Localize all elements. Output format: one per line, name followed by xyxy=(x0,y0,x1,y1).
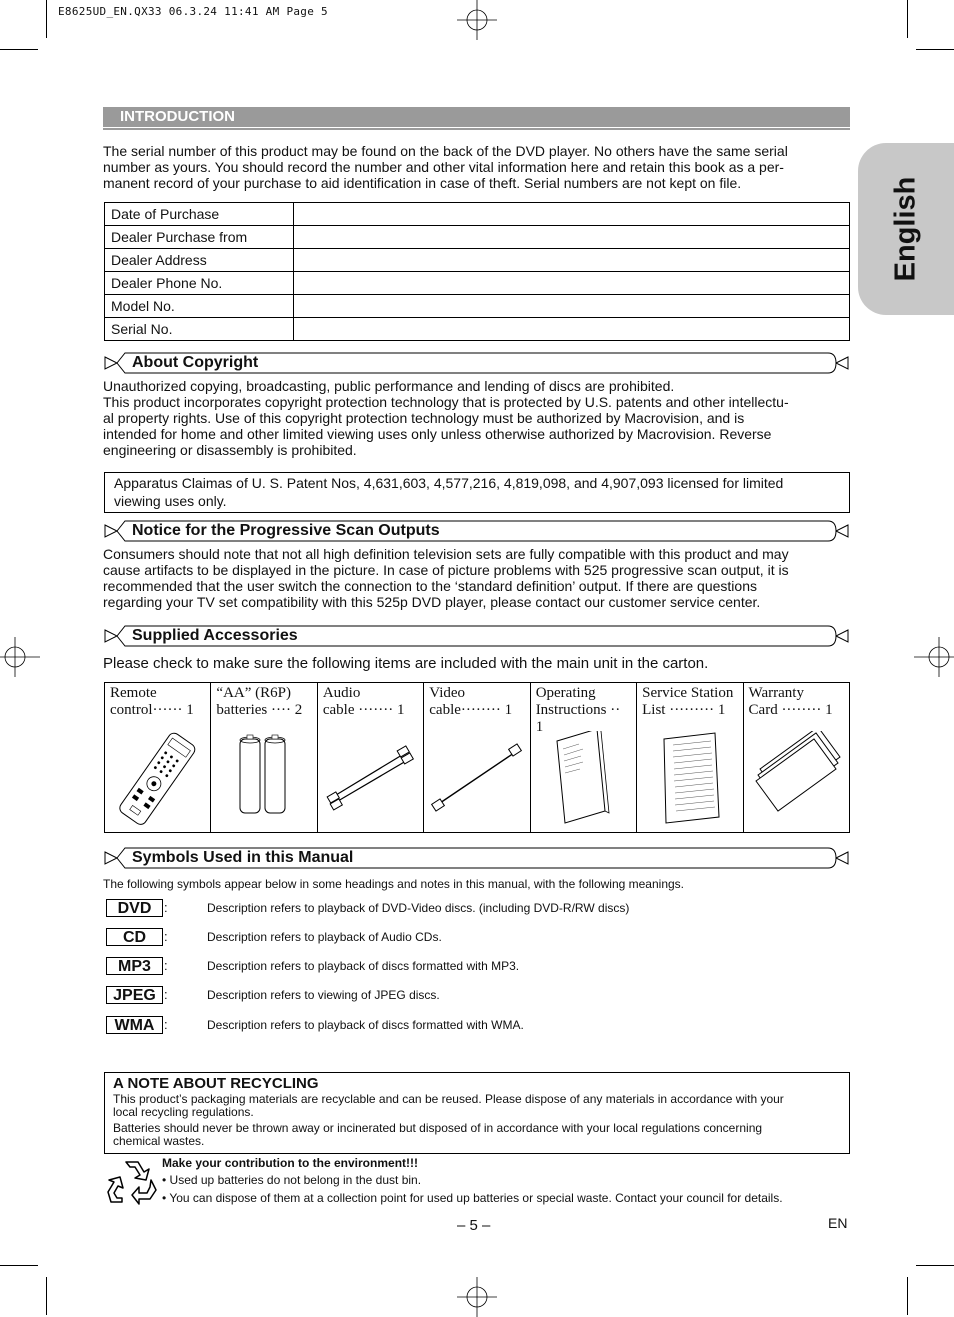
text-line: Apparatus Claimas of U. S. Patent Nos, 4,631,603, 4,577,216, 4,819,098, and 4,907,093 licensed for limited xyxy=(114,475,784,491)
remote-control-icon xyxy=(105,731,210,831)
accessory-remote xyxy=(105,683,210,832)
row-label: Serial No. xyxy=(105,318,294,341)
table-row xyxy=(105,272,850,295)
crop-mark xyxy=(46,1277,47,1315)
cd-badge: CD xyxy=(106,928,163,946)
recycle-icon xyxy=(106,1158,158,1206)
accessory-warranty-card xyxy=(743,683,849,832)
mp3-badge: MP3 xyxy=(106,957,163,975)
purchase-record-table xyxy=(104,202,850,341)
accessory-manual xyxy=(530,683,636,832)
copyright-heading-bar xyxy=(103,352,850,374)
video-cable-icon xyxy=(424,731,530,831)
introduction-rule xyxy=(103,128,850,130)
registration-mark-icon xyxy=(457,1277,497,1317)
text-line: viewing uses only. xyxy=(114,493,227,509)
crop-mark xyxy=(46,0,47,38)
text-line: recommended that the user switch the connection to the ‘standard definition’ output. If there are questions xyxy=(103,578,757,594)
crop-mark xyxy=(0,1265,38,1266)
registration-mark-icon xyxy=(0,637,40,677)
entry-field[interactable] xyxy=(294,318,850,341)
copyright-paragraph xyxy=(103,378,853,458)
table-row xyxy=(105,249,850,272)
accessory-label: Video xyxy=(429,685,466,701)
recycling-paragraph xyxy=(113,1093,848,1148)
text-line: number as yours. You should record the number and other vital information here and retain this book as a per- xyxy=(103,159,784,175)
entry-field[interactable] xyxy=(294,295,850,318)
progressive-heading: Notice for the Progressive Scan Outputs xyxy=(132,522,440,539)
accessory-label: Operating xyxy=(535,685,596,701)
symbol-description: Description refers to playback of Audio CDs. xyxy=(207,930,442,944)
crop-mark xyxy=(916,1265,954,1266)
text-line: The serial number of this product may be found on the back of the DVD player. No others have the same serial xyxy=(103,143,788,159)
table-row xyxy=(105,295,850,318)
wma-badge: WMA xyxy=(106,1016,163,1034)
entry-field[interactable] xyxy=(294,272,850,295)
accessory-video-cable xyxy=(423,683,529,832)
crop-mark xyxy=(907,0,908,38)
entry-field[interactable] xyxy=(294,226,850,249)
text-line: Unauthorized copying, broadcasting, public performance and lending of discs are prohibited. xyxy=(103,378,675,394)
environment-notice xyxy=(162,1156,783,1207)
copyright-heading: About Copyright xyxy=(132,354,259,371)
text-line: intended for home and other limited viewing uses only unless otherwise authorized by Macrovision. Reverse xyxy=(103,426,772,442)
crop-mark xyxy=(916,49,954,50)
accessory-quantity: Card ········ 1 xyxy=(748,702,833,718)
text-line: This product incorporates copyright protection technology that is protected by U.S. patents and other intellectu- xyxy=(103,394,789,410)
symbol-colon: : xyxy=(164,929,168,944)
batteries-icon xyxy=(211,731,317,831)
environment-bullet: • Used up batteries do not belong in the dust bin. xyxy=(162,1173,422,1187)
language-code: EN xyxy=(828,1215,848,1231)
accessories-heading: Supplied Accessories xyxy=(132,627,298,644)
text-line: regarding your TV set compatibility with this 525p DVD player, please contact our customer service center. xyxy=(103,594,761,610)
accessory-service-list xyxy=(636,683,742,832)
row-label: Dealer Purchase from xyxy=(105,226,294,249)
table-row xyxy=(105,203,850,226)
accessory-audio-cable xyxy=(317,683,423,832)
accessory-quantity: batteries ···· 2 xyxy=(216,702,303,718)
accessory-label: Service Station xyxy=(642,685,734,701)
accessories-intro: Please check to make sure the following items are included with the main unit in the carton. xyxy=(103,655,709,672)
symbol-colon: : xyxy=(164,900,168,915)
row-label: Model No. xyxy=(105,295,294,318)
environment-bullet: • You can dispose of them at a collection point for used up batteries or special waste. Contact your council for details. xyxy=(162,1191,783,1205)
text-line: local recycling regulations. xyxy=(113,1105,254,1119)
text-line: Consumers should note that not all high definition television sets are fully compatible with this product and may xyxy=(103,546,789,562)
symbol-colon: : xyxy=(164,987,168,1002)
registration-mark-icon xyxy=(914,637,954,677)
accessory-quantity: List ········· 1 xyxy=(642,702,726,718)
crop-mark xyxy=(0,49,38,50)
symbol-description: Description refers to playback of discs formatted with MP3. xyxy=(207,959,520,973)
symbols-heading: Symbols Used in this Manual xyxy=(132,849,354,866)
table-row xyxy=(105,318,850,341)
row-label: Date of Purchase xyxy=(105,203,294,226)
symbol-colon: : xyxy=(164,1017,168,1032)
symbol-description: Description refers to playback of DVD-Video discs. (including DVD-R/RW discs) xyxy=(207,901,630,915)
entry-field[interactable] xyxy=(294,203,850,226)
accessory-batteries xyxy=(210,683,316,832)
accessories-heading-bar xyxy=(103,625,850,647)
dvd-badge: DVD xyxy=(106,899,163,917)
accessory-label: Remote xyxy=(110,685,157,701)
text-line: al property rights. Use of this copyright protection technology must be authorized by Macrovision, and is xyxy=(103,410,745,426)
text-line: This product’s packaging materials are recyclable and can be reused. Please dispose of any materials in accordance with your xyxy=(113,1092,784,1106)
table-row xyxy=(105,226,850,249)
accessory-label: Audio xyxy=(322,685,361,701)
accessories-table xyxy=(104,682,850,833)
manual-icon xyxy=(531,731,637,831)
row-label: Dealer Address xyxy=(105,249,294,272)
audio-cable-icon xyxy=(318,731,424,831)
accessory-quantity: Instructions ·· 1 xyxy=(535,702,621,735)
text-line: manent record of your purchase to aid identification in case of theft. Serial numbers are not kept on file. xyxy=(103,175,742,191)
accessory-label: Warranty xyxy=(748,685,804,701)
symbols-heading-bar xyxy=(103,847,850,869)
symbol-colon: : xyxy=(164,958,168,973)
text-line: engineering or disassembly is prohibited. xyxy=(103,442,357,458)
accessory-label: “AA” (R6P) xyxy=(216,685,291,701)
accessory-quantity: cable ······· 1 xyxy=(322,702,405,718)
recycling-note-box xyxy=(104,1072,850,1154)
print-slug: E8625UD_EN.QX33 06.3.24 11:41 AM Page 5 xyxy=(58,5,328,18)
text-line: Batteries should never be thrown away or incinerated but disposed of in accordance with your local regulations concerning xyxy=(113,1121,763,1135)
progressive-heading-bar xyxy=(103,520,850,542)
accessory-quantity: cable········ 1 xyxy=(429,702,513,718)
warranty-card-icon xyxy=(744,731,850,831)
service-list-icon xyxy=(637,731,743,831)
environment-title: Make your contribution to the environment!!! xyxy=(162,1156,419,1170)
symbol-description: Description refers to playback of discs formatted with WMA. xyxy=(207,1018,524,1032)
text-line: chemical wastes. xyxy=(113,1134,205,1148)
recycling-heading: A NOTE ABOUT RECYCLING xyxy=(113,1075,319,1092)
crop-mark xyxy=(907,1277,908,1315)
row-label: Dealer Phone No. xyxy=(105,272,294,295)
page-number: – 5 – xyxy=(457,1217,491,1234)
introduction-heading: INTRODUCTION xyxy=(120,108,235,125)
jpeg-badge: JPEG xyxy=(106,986,163,1004)
text-line: cause artifacts to be displayed in the picture. In case of picture problems with 525 progressive scan output, it is xyxy=(103,562,789,578)
symbol-description: Description refers to viewing of JPEG discs. xyxy=(207,988,440,1002)
patent-notice-box xyxy=(104,472,850,513)
progressive-paragraph xyxy=(103,546,853,610)
introduction-paragraph xyxy=(103,143,853,191)
introduction-heading-bar xyxy=(103,107,850,127)
accessory-quantity: control······ 1 xyxy=(110,702,194,718)
registration-mark-icon xyxy=(457,0,497,40)
entry-field[interactable] xyxy=(294,249,850,272)
language-tab-label: English xyxy=(889,176,922,282)
symbols-intro: The following symbols appear below in some headings and notes in this manual, with the following meanings. xyxy=(103,877,684,891)
